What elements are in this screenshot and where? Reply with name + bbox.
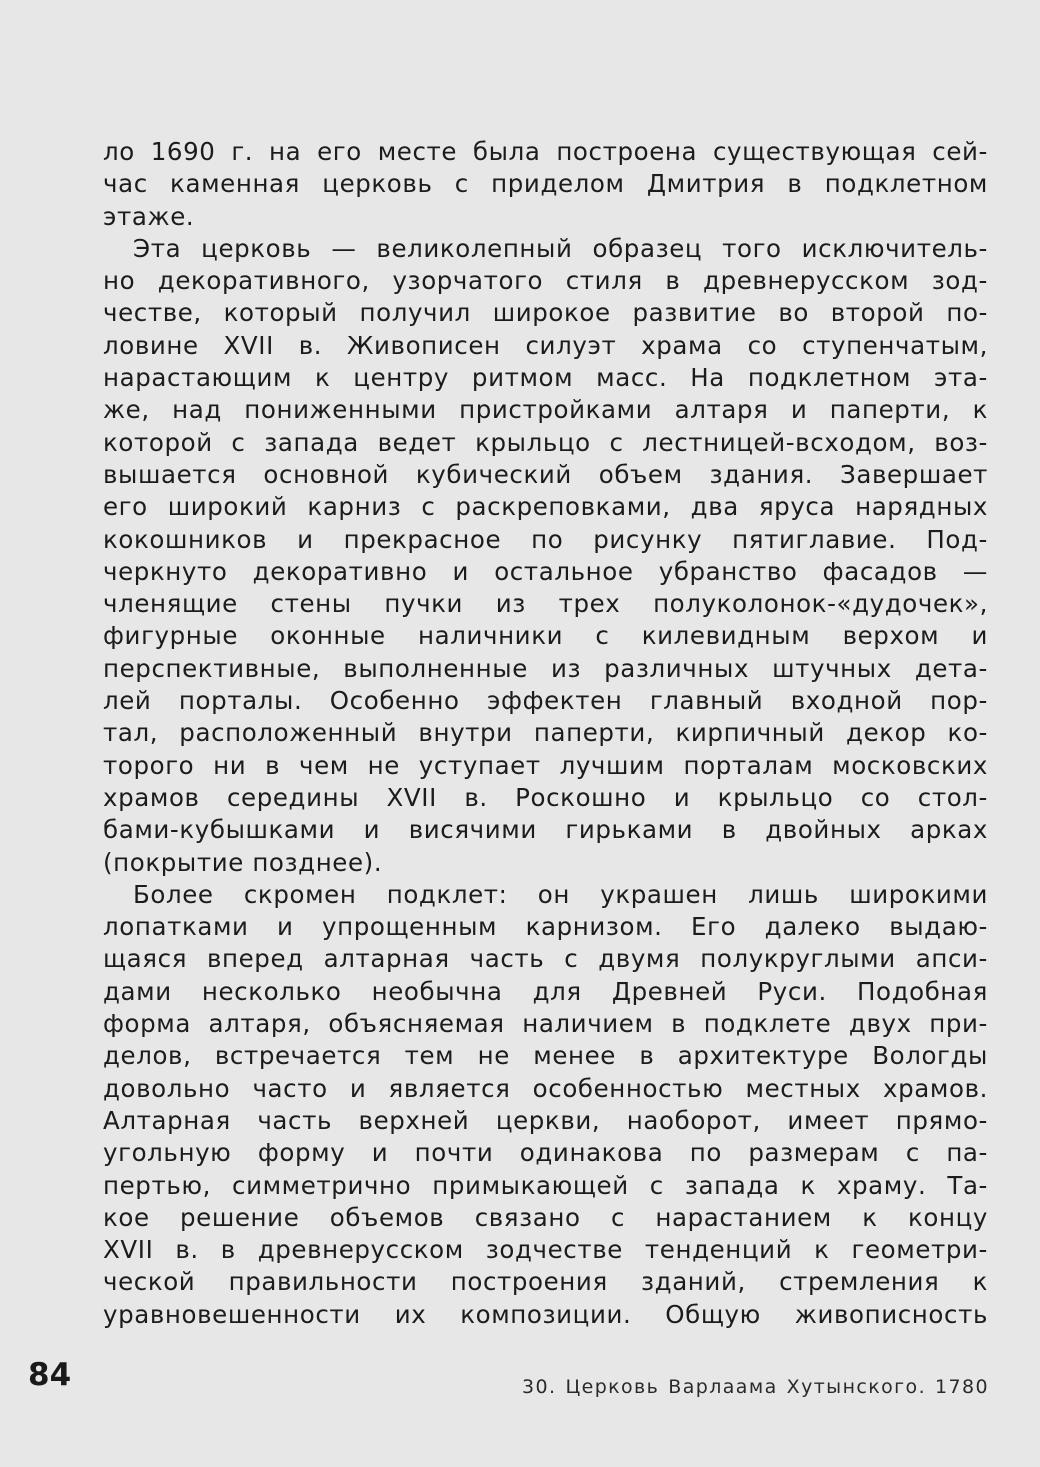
text-line: вышается основной кубический объем здания. Завершает <box>103 459 988 489</box>
text-line: уравновешенности их композиции. Общую живописность <box>103 1299 988 1329</box>
text-line: нарастающим к центру ритмом масс. На подклетном эта- <box>103 363 988 393</box>
text-line: перспективные, выполненные из различных штучных дета- <box>103 653 988 683</box>
text-line: но декоративного, узорчатого стиля в древнерусском зод- <box>103 266 988 296</box>
text-line: которой с запада ведет крыльцо с лестницей-всходом, воз- <box>103 427 988 457</box>
text-line: (покрытие позднее). <box>103 847 383 877</box>
text-line: ловине XVII в. Живописен силуэт храма со ступенчатым, <box>103 330 988 360</box>
text-line: лопатками и упрощенным карнизом. Его далеко выдаю- <box>103 912 988 942</box>
text-line: членящие стены пучки из трех полуколонок-«дудочек», <box>103 589 988 619</box>
text-line: дами несколько необычна для Древней Руси. Подобная <box>103 976 988 1006</box>
body-text <box>103 136 988 1331</box>
text-line: делов, встречается тем не менее в архитектуре Вологды <box>103 1041 988 1071</box>
text-line: тал, расположенный внутри паперти, кирпичный декор ко- <box>103 718 988 748</box>
text-line: лей порталы. Особенно эффектен главный входной пор- <box>103 686 988 716</box>
text-line: бами-кубышками и висячими гирьками в двойных арках <box>103 815 988 845</box>
text-line: час каменная церковь с приделом Дмитрия в подклетном <box>103 169 988 199</box>
text-line: форма алтаря, объясняемая наличием в подклете двух при- <box>103 1009 988 1039</box>
figure-caption: 30. Церковь Варлаама Хутынского. 1780 <box>522 1376 989 1398</box>
text-line: черкнуто декоративно и остальное убранство фасадов — <box>103 556 988 586</box>
text-line: его широкий карниз с раскреповками, два яруса нарядных <box>103 492 988 522</box>
text-line: щаяся вперед алтарная часть с двумя полукруглыми апси- <box>103 944 988 974</box>
text-line: угольную форму и почти одинакова по размерам с па- <box>103 1138 988 1168</box>
text-line: честве, который получил широкое развитие во второй по- <box>103 298 988 328</box>
text-line: довольно часто и является особенностью местных храмов. <box>103 1073 988 1103</box>
text-line: фигурные оконные наличники с килевидным верхом и <box>103 621 988 651</box>
text-line: же, над пониженными пристройками алтаря и паперти, к <box>103 395 988 425</box>
text-line: Алтарная часть верхней церкви, наоборот, имеет прямо- <box>103 1105 988 1135</box>
text-line: Эта церковь — великолепный образец того исключитель- <box>133 233 988 263</box>
page-number: 84 <box>28 1357 72 1393</box>
text-line: XVII в. в древнерусском зодчестве тенденций к геометри- <box>103 1235 988 1265</box>
text-line: кокошников и прекрасное по рисунку пятиглавие. Под- <box>103 524 988 554</box>
text-line: кое решение объемов связано с нарастанием к концу <box>103 1202 988 1232</box>
text-line: этаже. <box>103 201 195 231</box>
text-line: храмов середины XVII в. Роскошно и крыльцо со стол- <box>103 782 988 812</box>
text-line: ческой правильности построения зданий, стремления к <box>103 1267 988 1297</box>
text-line: пертью, симметрично примыкающей с запада к храму. Та- <box>103 1170 988 1200</box>
text-line: торого ни в чем не уступает лучшим порталам московских <box>103 750 988 780</box>
text-line: Более скромен подклет: он украшен лишь широкими <box>133 879 988 909</box>
text-line: ло 1690 г. на его месте была построена существующая сей- <box>103 137 988 166</box>
